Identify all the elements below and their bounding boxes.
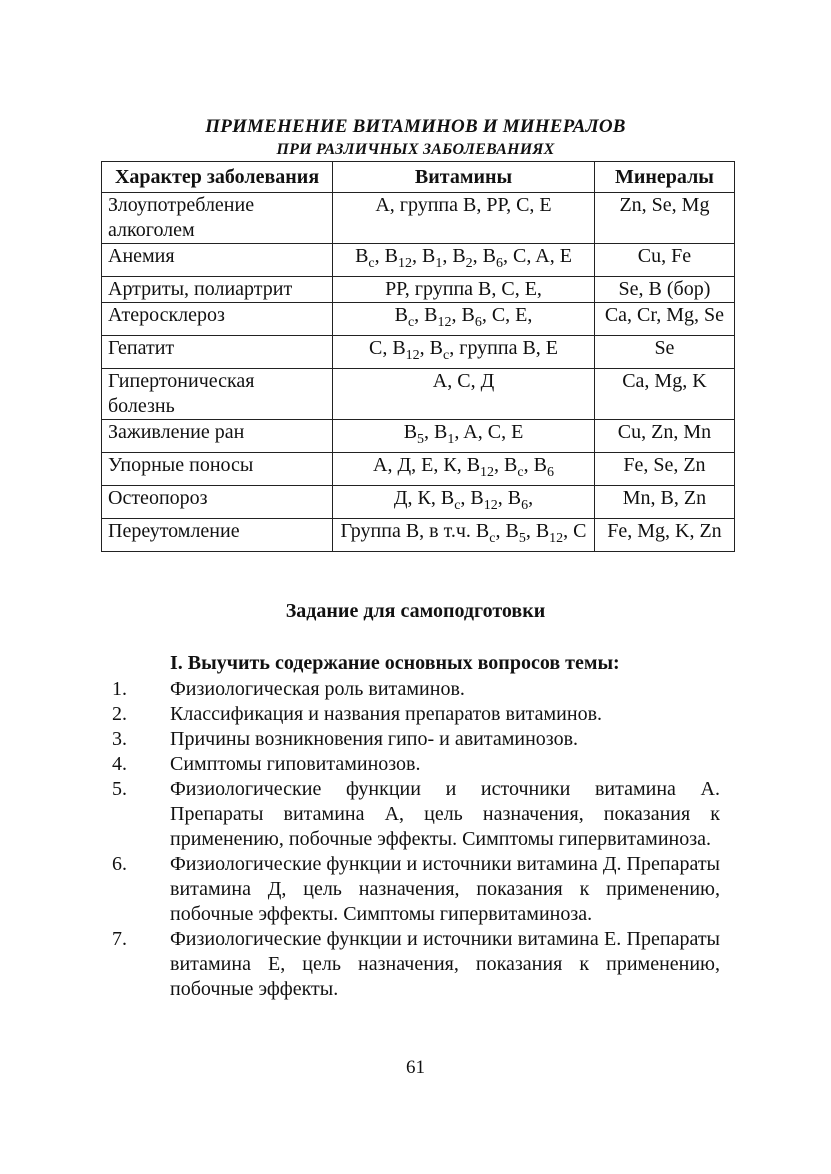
table-row (102, 453, 735, 486)
table-row (102, 244, 735, 277)
minerals-cell: Mn, B, Zn (594, 486, 734, 519)
disease-cell: Упорные поносы (102, 453, 333, 486)
table-row (102, 277, 735, 303)
list-item-number: 5. (112, 778, 127, 800)
vitamins-cell: C, $B_{12}$, $B_c$, группа B, E (333, 336, 595, 369)
table-row (102, 369, 735, 420)
vitamins-cell: $B_5$, $B_1$, A, C, E (333, 420, 595, 453)
minerals-cell: Ca, Mg, K (594, 369, 734, 420)
list-item-number: 4. (112, 753, 127, 775)
table-title-line-2: ПРИ РАЗЛИЧНЫХ ЗАБОЛЕВАНИЯХ (276, 141, 555, 158)
vitamins-minerals-table (101, 161, 735, 552)
list-item-text: Физиологические функции и источники витамина Д. Препараты витамина Д, цель назначения, показания к применению, побочные эффекты. Симптомы гипервитаминоза. (170, 853, 720, 925)
table-header-row (102, 162, 735, 193)
header-disease: Характер заболевания (102, 162, 333, 193)
list-item-text: Причины возникновения гипо- и авитаминозов. (170, 728, 579, 750)
minerals-cell: Zn, Se, Mg (594, 193, 734, 244)
disease-cell: Артриты, полиартрит (102, 277, 333, 303)
list-item-number: 7. (112, 928, 127, 950)
list-item-text: Физиологическая роль витаминов. (170, 678, 465, 700)
disease-cell: Гипертоническая болезнь (102, 369, 333, 420)
list-item (112, 927, 720, 1002)
table-row (102, 303, 735, 336)
minerals-cell: Se, B (бор) (594, 277, 734, 303)
minerals-cell: Fe, Se, Zn (594, 453, 734, 486)
disease-cell: Атеросклероз (102, 303, 333, 336)
list-item (112, 727, 720, 752)
list-item-text: Физиологические функции и источники витамина А. Препараты витамина А, цель назначения, показания к применению, побочные эффекты. Симптомы гипервитаминоза. (170, 778, 720, 850)
vitamins-cell: Группа В, в т.ч. $B_c$, $B_5$, $B_{12}$, С (333, 519, 595, 552)
list-item-number: 2. (112, 703, 127, 725)
table-title-line-1: ПРИМЕНЕНИЕ ВИТАМИНОВ И МИНЕРАЛОВ (205, 116, 626, 137)
table-row (102, 486, 735, 519)
header-vitamins: Витамины (333, 162, 595, 193)
list-item-number: 6. (112, 853, 127, 875)
page-number: 61 (406, 1057, 425, 1078)
table-row (102, 193, 735, 244)
list-item (112, 702, 720, 727)
list-item (112, 852, 720, 927)
disease-cell: Остеопороз (102, 486, 333, 519)
disease-cell: Заживление ран (102, 420, 333, 453)
list-item (112, 677, 720, 702)
section-title: Задание для самоподготовки (285, 600, 546, 622)
header-minerals: Минералы (594, 162, 734, 193)
disease-cell: Переутомление (102, 519, 333, 552)
subheading: I. Выучить содержание основных вопросов темы: (170, 652, 620, 674)
vitamins-cell: Д, К, $B_c$, $B_{12}$, $B_6$, (333, 486, 595, 519)
list-item (112, 777, 720, 852)
minerals-cell: Se (594, 336, 734, 369)
minerals-cell: Ca, Cr, Mg, Se (594, 303, 734, 336)
vitamins-cell: А, С, Д (333, 369, 595, 420)
table-row (102, 519, 735, 552)
disease-cell: Гепатит (102, 336, 333, 369)
vitamins-cell: $B_c$, $B_{12}$, $B_1$, $B_2$, $B_6$, C, A, E (333, 244, 595, 277)
vitamins-cell: $B_c$, $B_{12}$, $B_6$, C, E, (333, 303, 595, 336)
minerals-cell: Cu, Fe (594, 244, 734, 277)
vitamins-cell: А, группа В, РР, С, Е (333, 193, 595, 244)
vitamins-cell: А, Д, Е, К, $B_{12}$, $B_c$, $B_6$ (333, 453, 595, 486)
list-item (112, 752, 720, 777)
list-item-number: 1. (112, 678, 127, 700)
list-item-text: Физиологические функции и источники витамина Е. Препараты витамина Е, цель назначения, показания к применению, побочные эффекты. (170, 928, 720, 1000)
vitamins-cell: РР, группа В, С, Е, (333, 277, 595, 303)
disease-cell: Злоупотребление алкоголем (102, 193, 333, 244)
questions-list (112, 677, 720, 1002)
list-item-text: Симптомы гиповитаминозов. (170, 753, 421, 775)
disease-cell: Анемия (102, 244, 333, 277)
list-item-text: Классификация и названия препаратов витаминов. (170, 703, 603, 725)
table-row (102, 420, 735, 453)
minerals-cell: Fe, Mg, K, Zn (594, 519, 734, 552)
table-row (102, 336, 735, 369)
list-item-number: 3. (112, 728, 127, 750)
minerals-cell: Cu, Zn, Mn (594, 420, 734, 453)
